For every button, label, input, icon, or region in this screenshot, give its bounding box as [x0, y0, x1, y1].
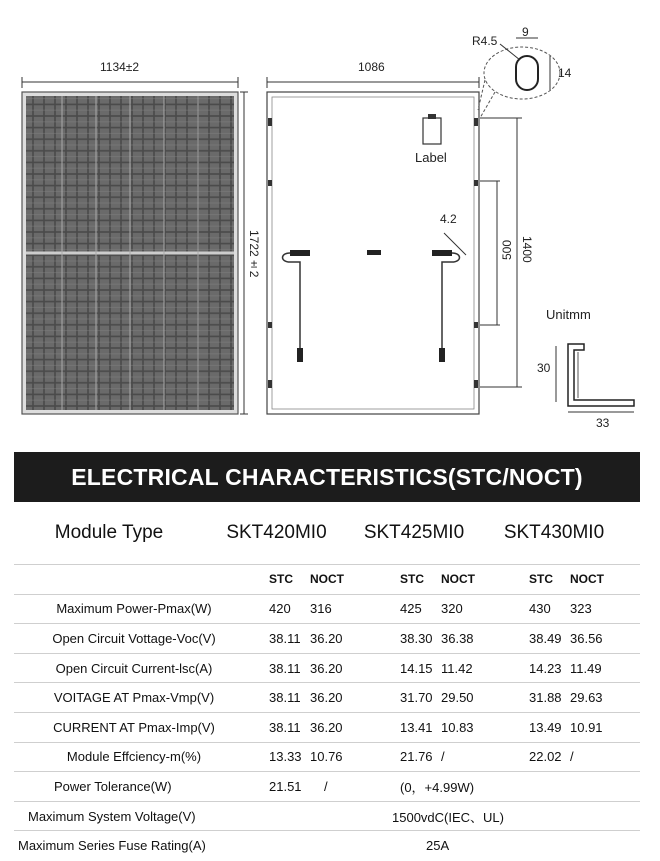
max-fuse-row: [14, 831, 640, 860]
back-width-dim: 1086: [358, 60, 385, 74]
cell: 320: [441, 601, 463, 617]
noct-label: NOCT: [441, 572, 475, 587]
cell: 36.20: [310, 630, 343, 646]
cell: 36.20: [310, 690, 343, 706]
front-width-dim: 1134±2: [100, 60, 140, 74]
cell: 36.20: [310, 719, 343, 735]
unit-text: Unitmm: [546, 307, 591, 322]
cell: 36.56: [570, 630, 603, 646]
stc-label: STC: [269, 572, 293, 587]
max-system-voltage-row: [14, 802, 640, 832]
cell: 11.42: [441, 660, 473, 676]
cell: 10.83: [441, 719, 474, 735]
cell: 21.76: [400, 749, 433, 765]
cell: 425: [400, 601, 422, 617]
model-3: SKT430MI0: [503, 522, 605, 543]
cell: 14.23: [529, 660, 562, 676]
cell: 36.20: [310, 660, 343, 676]
front-view: [22, 77, 248, 414]
table-row: [14, 713, 640, 743]
row-label: VOITAGE AT Pmax-Vmp(V): [53, 690, 215, 706]
mount-c-dim: 1400: [520, 236, 534, 263]
cell: 29.50: [441, 690, 474, 706]
hole-width-dim: 9: [522, 25, 529, 39]
cell: 38.11: [269, 719, 301, 735]
table-title: ELECTRICAL CHARACTERISTICS(STC/NOCT): [14, 452, 640, 502]
cell: 31.70: [400, 690, 433, 706]
cell: 10.91: [570, 719, 603, 735]
hole-radius-dim: R4.5: [472, 34, 498, 48]
cell: 316: [310, 601, 332, 617]
cell: 22.02: [529, 749, 562, 765]
stc-noct-header-row: [14, 565, 640, 595]
row-label: Open Circuit Vottage-Voc(V): [52, 630, 216, 646]
cell: 13.33: [269, 749, 302, 765]
junction-box-icon: [367, 250, 381, 255]
cell: (0，+4.99W): [400, 779, 475, 795]
cell: 38.11: [269, 690, 301, 706]
model-1: SKT420MI0: [226, 522, 327, 543]
noct-label: NOCT: [570, 572, 604, 587]
row-label: Maximum System Voltage(V): [28, 808, 196, 824]
cell: 323: [570, 601, 592, 617]
cell: 38.11: [269, 630, 301, 646]
cell: 13.49: [529, 719, 562, 735]
mount-a-dim: 4.2: [440, 212, 457, 226]
cell: /: [441, 749, 445, 765]
table-row: [14, 743, 640, 773]
cell: 420: [269, 601, 291, 617]
row-label: Power Tolerance(W): [54, 778, 172, 794]
stc-label: STC: [529, 572, 553, 587]
cell: 31.88: [529, 690, 562, 706]
cell: 13.41: [400, 719, 433, 735]
cell: 1500vdC(IEC、UL): [392, 809, 504, 825]
cell: 38.49: [529, 630, 562, 646]
electrical-characteristics-table: [14, 452, 640, 860]
front-height-dim: 1722±2: [247, 230, 261, 278]
power-tolerance-row: [14, 772, 640, 802]
frame-height-dim: 30: [537, 361, 551, 375]
cell: 430: [529, 601, 551, 617]
frame-width-dim: 33: [596, 416, 610, 430]
cell: 38.30: [400, 630, 433, 646]
cell: 21.51: [269, 778, 302, 794]
table-row: [14, 654, 640, 684]
label-text: Label: [415, 150, 447, 165]
mount-b-dim: 500: [500, 240, 514, 261]
cell: /: [324, 778, 328, 794]
row-label: CURRENT AT Pmax-Imp(V): [53, 719, 215, 735]
label-icon: [423, 118, 441, 144]
cell: 11.49: [570, 660, 602, 676]
row-label: Maximum Power-Pmax(W): [56, 601, 212, 617]
back-view: [267, 77, 522, 414]
table-row: [14, 683, 640, 713]
hole-detail: [478, 38, 560, 118]
hole-height-dim: 14: [558, 66, 572, 80]
row-label: Module Effciency-m(%): [66, 749, 202, 765]
module-type-label: Module Type: [54, 522, 164, 543]
cell: 36.38: [441, 630, 474, 646]
cell: 25A: [426, 838, 450, 854]
noct-label: NOCT: [310, 572, 344, 587]
cell: 10.76: [310, 749, 343, 765]
row-label: Maximum Series Fuse Rating(A): [18, 838, 206, 854]
cell: 38.11: [269, 660, 301, 676]
model-2: SKT425MI0: [363, 522, 465, 543]
table-row: [14, 624, 640, 654]
stc-label: STC: [400, 572, 424, 587]
row-label: Open Circuit Current-lsc(A): [55, 660, 213, 676]
frame-section: [556, 344, 634, 412]
cell: 29.63: [570, 690, 603, 706]
cell: 14.15: [400, 660, 433, 676]
cell: /: [570, 749, 574, 765]
module-type-row: [14, 502, 640, 565]
module-drawing: [0, 0, 660, 430]
table-row: [14, 595, 640, 625]
